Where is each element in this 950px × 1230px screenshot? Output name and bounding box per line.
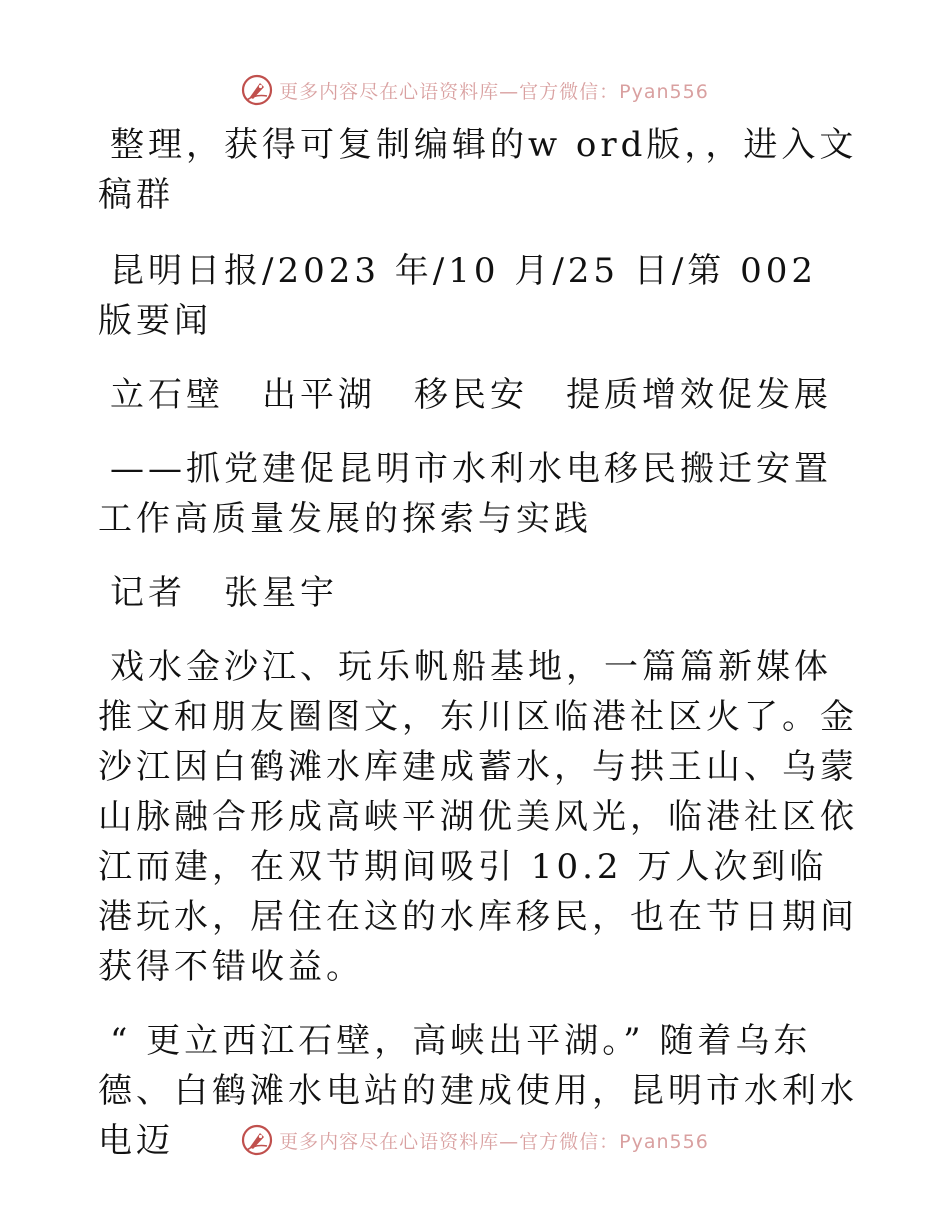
watermark-text: 更多内容尽在心语资料库—官方微信：Pyan556 [279, 1130, 709, 1153]
intro-line: 整理，获得可复制编辑的w ord版，，进入文稿群 [98, 125, 858, 215]
article-title: 立石壁 出平湖 移民安 提质增效促发展 [110, 375, 832, 415]
watermark-text: 更多内容尽在心语资料库—官方微信：Pyan556 [279, 80, 709, 103]
watermark-footer [0, 1120, 950, 1160]
watermark-header [0, 70, 950, 110]
pen-nib-logo-icon [241, 1124, 273, 1156]
body-paragraph: 戏水金沙江、玩乐帆船基地，一篇篇新媒体推文和朋友圈图文，东川区临港社区火了。金沙江因白鹤滩水库建成蓄水，与拱王山、乌蒙山脉融合形成高峡平湖优美风光，临港社区依江而建，在双节期间吸引 10.2 万人次到临港玩水，居住在这的水库移民，也在节日期间获得不错收益。 [98, 647, 858, 987]
article-byline: 记者 张星宇 [110, 573, 338, 613]
publication-line: 昆明日报/2023 年/10 月/25 日/第 002 版要闻 [98, 251, 818, 341]
pen-nib-logo-icon [241, 74, 273, 106]
body-paragraph: “ 更立西江石壁，高峡出平湖。” 随着乌东德、白鹤滩水电站的建成使用，昆明市水利水电迈 [98, 1021, 858, 1161]
document-body [98, 120, 858, 1166]
article-subtitle: ——抓党建促昆明市水利水电移民搬迁安置工作高质量发展的探索与实践 [98, 449, 832, 539]
